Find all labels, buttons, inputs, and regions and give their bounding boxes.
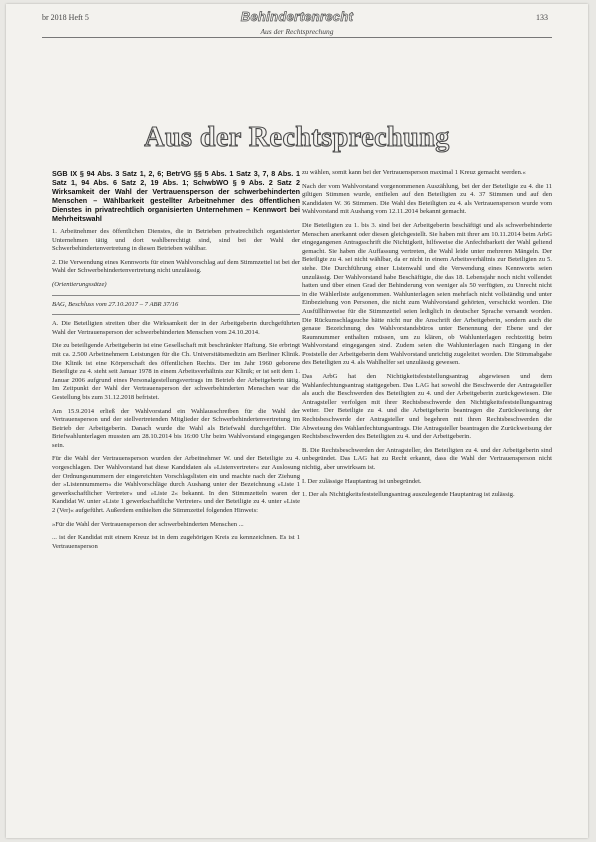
- paragraph: Die Beteiligten zu 1. bis 3. sind bei der Arbeitgeberin beschäftigt und als schwerbehinderte Menschen anerkannt oder diesen gleichgestellt. Sie haben mit ihrer am 10.11.2014 beim ArbG eingegangenen Antragsschrift die Nichtigkeit, hilfsweise die Anfechtbarkeit der Wahl geltend gemacht. Sie haben die Auffassung vertreten, die Wahl leide unter mehreren Mängeln. Der Beteiligte zu 4. sei nicht wählbar, da er nicht in einem Arbeitsverhältnis zur Beteiligten zu 5. stehe. Die Durchführung einer Listenwahl und die Verwendung eines Kennworts seien unzulässig. Der Wahlvorstand habe Beschäftigte, die das 18. Lebensjahr noch nicht vollendet hatten und über einen Grad der Behinderung von weniger als 50 verfügten, zu Unrecht nicht in die Wählerliste aufgenommen. Wahlunterlagen seien mehrfach nicht vollständig und unter Einbeziehung von Personen, die nicht zum Wahlvorstand gehörten, verschickt worden. Die Ausfüllhinweise für die Stimmzettel seien lediglich in deutscher Sprache versandt worden. Die Rückumschlagsuche hätte nicht nur die Anschrift der Arbeitgeberin, sondern auch die genaue Bezeichnung des Wahlvorstandsbüros unter Benennung der Ebene und der Raumnummer enthalten müssen, um zu klären, ob Wahlunterlagen rechtzeitig beim Wahlvorstand eingegangen sind. Zudem seien die Wahlunterlagen nach Eingang in der Poststelle der Arbeitgeberin dem Wahlvorstand unrichtig zugeleitet worden. Die Stimmabgabe des Beteiligten zu 4. als Wahlhelfer sei unzulässig gewesen.: [302, 221, 552, 367]
- paragraph: »Für die Wahl der Vertrauensperson der schwerbehinderten Menschen ...: [52, 520, 244, 528]
- lead-sentence-2: 2. Die Verwendung eines Kennworts für einen Wahlvorschlag auf dem Stimmzettel ist bei der Wahl der Schwerbehindertenvertretung nicht unzulässig.: [52, 258, 300, 275]
- lead-sentence-1: 1. Arbeitnehmer des öffentlichen Dienstes, die in Betrieben privatrechtlich organisierter Unternehmen tätig und dort wahlberechtigt sind, sind bei der Wahl der Schwerbehindertenvertretung in diesen Betrieben wählbar.: [52, 228, 300, 253]
- header-rule: [42, 37, 552, 38]
- paragraph: zu wählen, somit kann bei der Vertrauensperson maximal 1 Kreuz gemacht werden.«: [302, 169, 526, 176]
- paragraph: A. Die Beteiligten streiten über die Wirksamkeit der in der Arbeitgeberin durchgeführten Wahl der Vertrauensperson der schwerbehinderten Menschen vom 24.10.2014.: [52, 320, 300, 336]
- issue-label: br 2018 Heft 5: [42, 13, 89, 22]
- paragraph: ... ist der Kandidat mit einem Kreuz ist in dem zugehörigen Kreis zu kennzeichnen. Es ist 1 Vertrauensperson: [52, 534, 300, 550]
- paragraph: Nach der vom Wahlvorstand vorgenommenen Auszählung, bei der der Beteiligte zu 4. die 11 giltigen Stimmen wurde, entfielen auf den Beteiligten zu 4. 37 Stimmen und auf den Kandidaten W. 36 Stimmen. Die Wahl des Beteiligten zu 4. als Vertrauensperson wurde vom Wahlvorstand mit Aushang vom 12.11.2014 bekannt gemacht.: [302, 182, 552, 216]
- magazine-title: Behindertenrecht: [240, 9, 354, 24]
- case-heading: SGB IX § 94 Abs. 3 Satz 1, 2, 6; BetrVG §§ 5 Abs. 1 Satz 3, 7, 8 Abs. 1 Satz 1, 94 Abs. 6 Satz 2, 19 Abs. 1; SchwbWO § 9 Abs. 2 Satz 2 Wirksamkeit der Wahl der Vertrauensperson der schwerbehinderten Menschen – Wählbarkeit gestellter Arbeitnehmer des öffentlichen Dienstes in privatrechtlich organisierten Unternehmen – Kennwort bei Mehrheitswahl: [52, 169, 300, 223]
- divider: [52, 314, 300, 315]
- paragraph: Die zu beteiligende Arbeitgeberin ist eine Gesellschaft mit beschränkter Haftung. Sie erbringt mit ca. 2.500 Arbeitnehmern Leistungen für die Ch. Universitätsmedizin am Berliner Klinik. Die Klinik ist eine Körperschaft des öffentlichen Rechts. Der im Jahr 1960 geborene Beteiligte zu 4. steht seit Januar 1978 in einem Arbeitsverhältnis zur Klinik; er ist seit dem 1. Januar 2006 aufgrund eines Personalgestellungsvertrags im Betrieb der Arbeitgeberin tätig. Im Zeitpunkt der Wahl der Vertrauensperson der schwerbehinderten Menschen war die Gestellung bis zum 31.12.2018 befristet.: [52, 342, 300, 401]
- orientation-note: (Orientierungssätze): [52, 280, 107, 288]
- right-column: [302, 169, 552, 505]
- document-page: [6, 4, 588, 838]
- paragraph: B. Die Rechtsbeschwerden der Antragsteller, des Beteiligten zu 4. und der Arbeitgeberin sind unbegründet. Das LAG hat zu Recht erkannt, dass die Wahl der Vertrauensperson nicht nichtig, aber unwirksam ist.: [302, 446, 552, 471]
- paragraph: Das ArbG hat den Nichtigkeitsfeststellungsantrag abgewiesen und dem Wahlanfechtungsantrag stattgegeben. Das LAG hat sowohl die Beschwerde der Antragsteller als auch die Beschwerden des Beteiligten zu 4. und der Arbeitgeberin zurückgewiesen. Die Antragsteller verfolgen mit ihrer Rechtsbeschwerde den Nichtigkeitsfeststellungsantrag weiter. Der Beteiligte zu 4. und die Arbeitgeberin beantragen die Zurückweisung der Rechtsbeschwerde der Antragsteller und begehren mit ihren Rechtsbeschwerden die Abweisung des Wahlanfechtungsantrags. Die Antragsteller beantragen die Zurückweisung der Rechtsbeschwerden des Beteiligten zu 4. und der Arbeitgeberin.: [302, 373, 552, 441]
- paragraph: I. Der zulässige Hauptantrag ist unbegründet.: [302, 477, 422, 485]
- paragraph: Am 15.9.2014 erließ der Wahlvorstand ein Wahlausschreiben für die Wahl der Vertrauensperson und der stellvertretenden Mitglieder der Schwerbehindertenvertretung im Betrieb der Arbeitgeberin. Danach wurde die Wahl als Briefwahl durchgeführt. Die Briefwahlunterlagen mussten am 28.10.2014 bis 16:00 Uhr beim Wahlvorstand eingegangen sein.: [52, 407, 300, 449]
- left-column: [52, 169, 300, 556]
- citation: BAG, Beschluss vom 27.10.2017 – 7 ABR 37/16: [52, 300, 179, 308]
- page-number: 133: [536, 13, 548, 22]
- section-title: Aus der Rechtsprechung: [144, 122, 450, 153]
- section-label: Aus der Rechtsprechung: [260, 27, 334, 36]
- paragraph: 1. Der als Nichtigkeitsfeststellungsantrag auszulegende Hauptantrag ist zulässig.: [302, 491, 515, 499]
- paragraph: Für die Wahl der Vertrauensperson wurden der Arbeitnehmer W. und der Beteiligte zu 4. vorgeschlagen. Der Wahlvorstand hat diese Kandidaten als »Listenvertreter« zur Auslosung der Ordnungsnummern der eingereichten Vorschlagslisten ein und machte nach der Ziehung der »Listennummern« die Wahlvorschläge durch Aushang unter der Bezeichnung »Liste 1 gewerkschaftlicher Vertreter« und »Liste 2« bekannt. In den Stimmzetteln waren der Kandidat W. unter »Liste 1 gewerkschaftliche Vertreter« und der Beteiligte zu 4. unter »Liste 2 (Ver)« aufgeführt. Außerdem enthielten die Stimmzettel folgenden Hinweis:: [52, 455, 300, 515]
- divider: [52, 295, 300, 296]
